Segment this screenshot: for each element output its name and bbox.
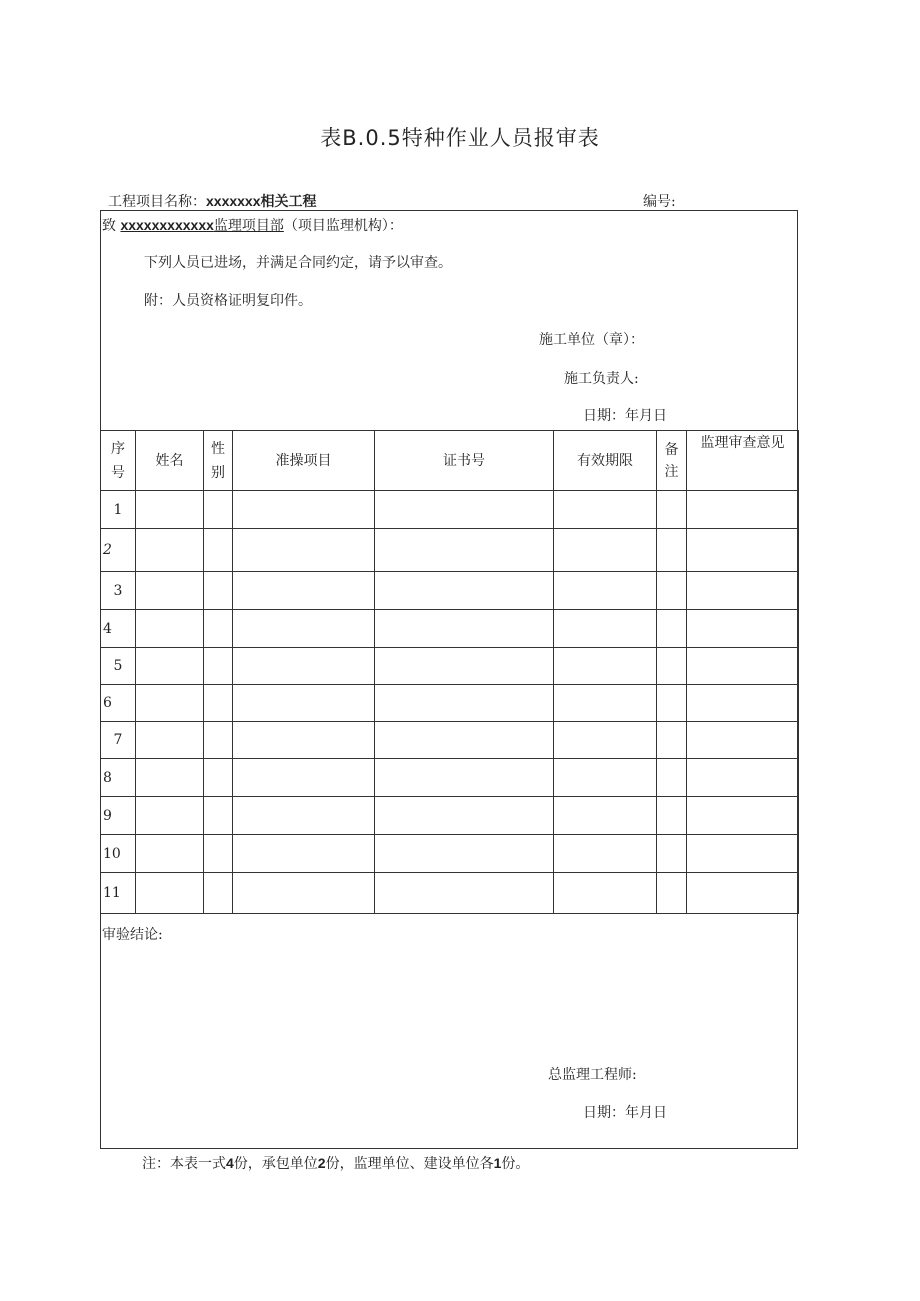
table-row xyxy=(101,797,799,835)
addressee-suffix: （项目监理机构）： xyxy=(283,218,403,234)
table-cell[interactable] xyxy=(204,648,233,685)
table-cell[interactable] xyxy=(554,835,657,873)
table-cell[interactable] xyxy=(204,835,233,873)
application-block xyxy=(101,211,797,431)
table-row xyxy=(101,648,799,685)
table-cell[interactable] xyxy=(204,759,233,797)
conclusion-block xyxy=(101,912,797,1148)
table-cell[interactable] xyxy=(554,610,657,648)
col-validity-header: 有效期限 xyxy=(554,431,657,491)
form-number-label: 编号: xyxy=(643,194,676,210)
table-cell[interactable] xyxy=(375,529,554,572)
table-cell[interactable] xyxy=(233,610,375,648)
table-cell[interactable] xyxy=(657,685,687,722)
row-seq-number: 9 xyxy=(101,797,136,835)
table-cell[interactable] xyxy=(136,835,204,873)
col-seq-header: 序号 xyxy=(101,431,136,491)
table-cell[interactable] xyxy=(204,722,233,759)
project-name xyxy=(108,191,317,211)
table-cell[interactable] xyxy=(233,491,375,529)
table-cell[interactable] xyxy=(554,873,657,914)
table-cell[interactable] xyxy=(136,648,204,685)
table-cell[interactable] xyxy=(233,648,375,685)
copies-note: 注：本表一式4份，承包单位2份，监理单位、建设单位各1份。 xyxy=(142,1155,530,1172)
table-cell[interactable] xyxy=(687,572,799,610)
table-cell[interactable] xyxy=(204,491,233,529)
table-cell[interactable] xyxy=(375,759,554,797)
table-cell[interactable] xyxy=(136,610,204,648)
project-name-value: xxxxxxx相关工程 xyxy=(206,193,317,209)
table-cell[interactable] xyxy=(204,873,233,914)
col-certificate-header: 证书号 xyxy=(375,431,554,491)
project-name-label: 工程项目名称： xyxy=(108,194,206,210)
table-header-row xyxy=(101,431,799,491)
table-row xyxy=(101,835,799,873)
table-cell[interactable] xyxy=(136,759,204,797)
table-cell[interactable] xyxy=(554,722,657,759)
table-cell[interactable] xyxy=(375,873,554,914)
table-cell[interactable] xyxy=(233,529,375,572)
row-seq-number: 6 xyxy=(101,685,136,722)
table-row xyxy=(101,529,799,572)
row-seq-number: 7 xyxy=(101,722,136,759)
row-seq-number: 2 xyxy=(101,529,136,572)
application-date-label: 日期：年月日 xyxy=(583,408,667,424)
table-row xyxy=(101,722,799,759)
table-cell[interactable] xyxy=(657,572,687,610)
table-cell[interactable] xyxy=(233,797,375,835)
table-cell[interactable] xyxy=(136,797,204,835)
addressee-line xyxy=(102,215,403,235)
col-gender-header: 性别 xyxy=(204,431,233,491)
table-cell[interactable] xyxy=(687,491,799,529)
row-seq-number: 11 xyxy=(101,873,136,914)
table-row xyxy=(101,873,799,914)
row-seq-number: 5 xyxy=(101,648,136,685)
table-cell[interactable] xyxy=(687,529,799,572)
attachment-text: 附：人员资格证明复印件。 xyxy=(144,293,312,309)
conclusion-date-label: 日期：年月日 xyxy=(583,1105,667,1121)
table-cell[interactable] xyxy=(233,722,375,759)
table-cell[interactable] xyxy=(554,797,657,835)
table-cell[interactable] xyxy=(657,529,687,572)
col-opinion-header: 监理审查意见 xyxy=(687,431,799,491)
table-cell[interactable] xyxy=(233,873,375,914)
row-seq-number: 1 xyxy=(101,491,136,529)
addressee-name: xxxxxxxxxxxx xyxy=(120,217,214,233)
table-cell[interactable] xyxy=(687,873,799,914)
row-seq-number: 4 xyxy=(101,610,136,648)
table-row xyxy=(101,685,799,722)
table-cell[interactable] xyxy=(687,685,799,722)
contractor-unit-label: 施工单位（章）： xyxy=(539,332,644,348)
addressee-org: 监理项目部 xyxy=(213,218,284,234)
table-cell[interactable] xyxy=(375,835,554,873)
table-cell[interactable] xyxy=(657,648,687,685)
table-cell[interactable] xyxy=(657,873,687,914)
table-cell[interactable] xyxy=(375,610,554,648)
table-cell[interactable] xyxy=(136,529,204,572)
table-cell[interactable] xyxy=(204,797,233,835)
table-cell[interactable] xyxy=(204,685,233,722)
table-cell[interactable] xyxy=(687,759,799,797)
table-cell[interactable] xyxy=(687,648,799,685)
table-cell[interactable] xyxy=(657,759,687,797)
table-cell[interactable] xyxy=(233,572,375,610)
table-cell[interactable] xyxy=(375,491,554,529)
table-cell[interactable] xyxy=(657,797,687,835)
col-remarks-header: 备注 xyxy=(657,431,687,491)
table-row xyxy=(101,759,799,797)
table-row xyxy=(101,491,799,529)
table-cell[interactable] xyxy=(204,610,233,648)
table-cell[interactable] xyxy=(233,835,375,873)
row-seq-number: 8 xyxy=(101,759,136,797)
table-cell[interactable] xyxy=(554,648,657,685)
table-cell[interactable] xyxy=(554,759,657,797)
table-cell[interactable] xyxy=(375,648,554,685)
col-name-header: 姓名 xyxy=(136,431,204,491)
table-cell[interactable] xyxy=(136,873,204,914)
table-row xyxy=(101,572,799,610)
table-cell[interactable] xyxy=(136,491,204,529)
table-cell[interactable] xyxy=(554,491,657,529)
table-cell[interactable] xyxy=(375,685,554,722)
contractor-leader-label: 施工负责人: xyxy=(564,371,639,387)
table-cell[interactable] xyxy=(687,835,799,873)
table-row xyxy=(101,610,799,648)
table-cell[interactable] xyxy=(687,722,799,759)
row-seq-number: 10 xyxy=(101,835,136,873)
chief-engineer-label: 总监理工程师: xyxy=(548,1067,637,1083)
table-cell[interactable] xyxy=(375,797,554,835)
table-cell[interactable] xyxy=(554,529,657,572)
conclusion-label: 审验结论: xyxy=(102,927,163,943)
addressee-prefix: 致 xyxy=(102,218,121,234)
table-cell[interactable] xyxy=(687,610,799,648)
col-operation-header: 准操项目 xyxy=(233,431,375,491)
table-cell[interactable] xyxy=(657,491,687,529)
table-cell[interactable] xyxy=(233,685,375,722)
table-cell[interactable] xyxy=(554,685,657,722)
table-cell[interactable] xyxy=(204,572,233,610)
table-cell[interactable] xyxy=(375,572,554,610)
table-cell[interactable] xyxy=(136,685,204,722)
table-cell[interactable] xyxy=(136,572,204,610)
table-cell[interactable] xyxy=(657,835,687,873)
table-cell[interactable] xyxy=(657,610,687,648)
statement-text: 下列人员已进场，并满足合同约定，请予以审查。 xyxy=(144,255,452,271)
review-form xyxy=(100,210,798,1149)
personnel-table xyxy=(100,430,799,914)
table-cell[interactable] xyxy=(657,722,687,759)
table-cell[interactable] xyxy=(233,759,375,797)
table-cell[interactable] xyxy=(375,722,554,759)
table-cell[interactable] xyxy=(136,722,204,759)
table-cell[interactable] xyxy=(687,797,799,835)
form-title: 表B.0.5特种作业人员报审表 xyxy=(320,126,600,150)
row-seq-number: 3 xyxy=(101,572,136,610)
table-cell[interactable] xyxy=(554,572,657,610)
table-cell[interactable] xyxy=(204,529,233,572)
